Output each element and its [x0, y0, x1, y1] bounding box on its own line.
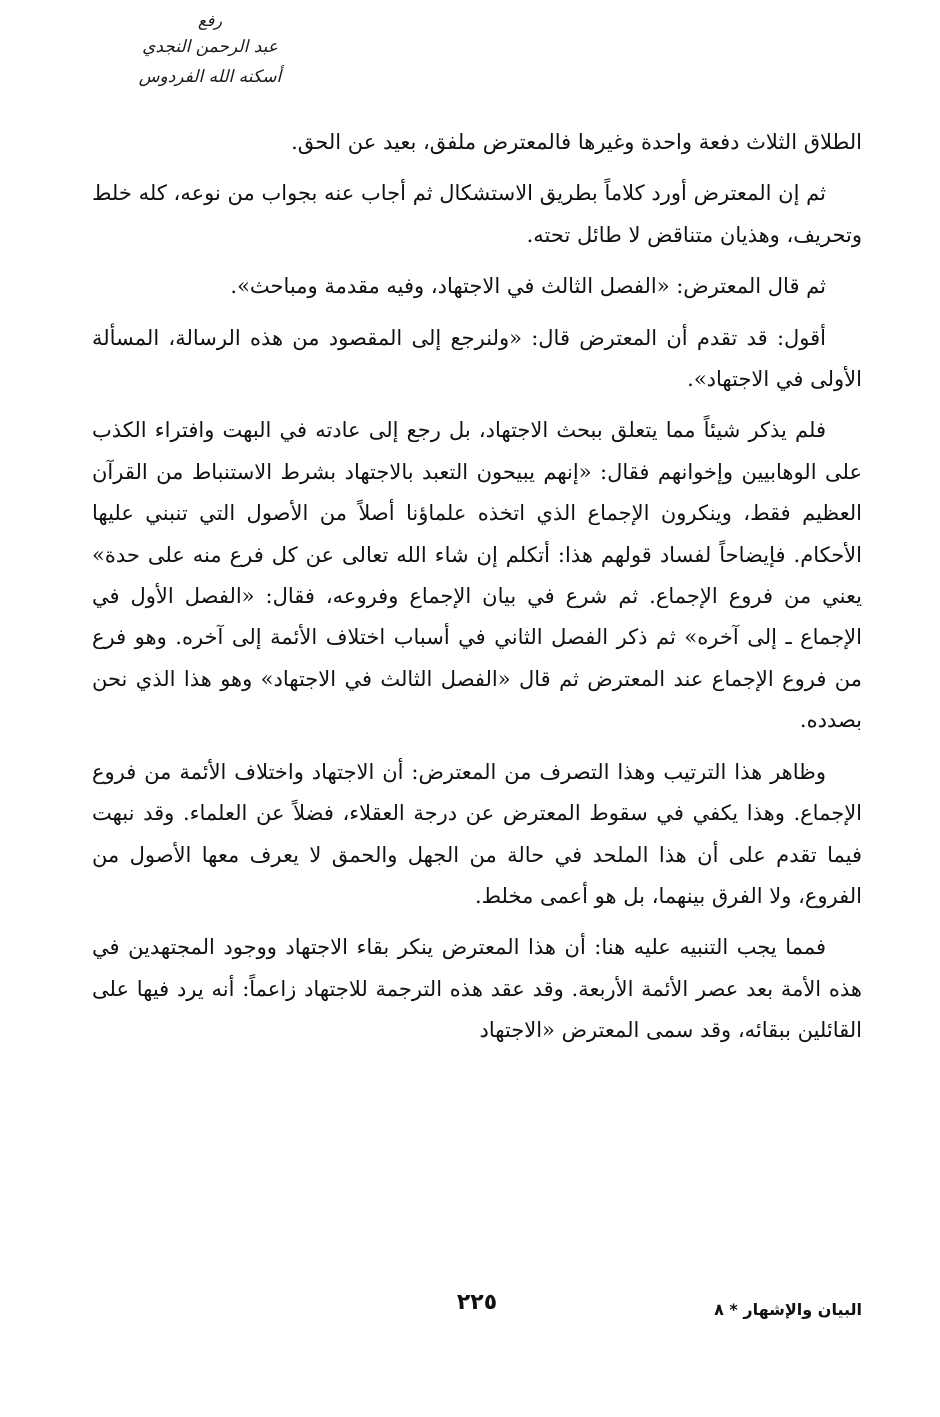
stamp-line-2: عبد الرحمن النجدي — [142, 37, 278, 57]
page-footer — [92, 1290, 862, 1330]
page-body — [92, 122, 862, 1062]
paragraph-7: فمما يجب التنبيه عليه هنا: أن هذا المعترض ينكر بقاء الاجتهاد ووجود المجتهدين في هذه الأمة بعد عصر الأئمة الأربعة. وقد عقد هذه الترجمة للاجتهاد زاعماً: أنه يرد فيها على القائلين ببقائه، وقد سمى المعترض «الاجتهاد — [92, 935, 862, 1043]
ownership-stamp — [120, 10, 300, 110]
paragraph-1: الطلاق الثلاث دفعة واحدة وغيرها فالمعترض ملفق، بعيد عن الحق. — [291, 130, 862, 154]
stamp-line-3: أسكنه الله الفردوس — [138, 67, 282, 87]
page-number: ٢٢٥ — [456, 1290, 498, 1315]
paragraph-4: أقول: قد تقدم أن المعترض قال: «ولنرجع إلى المقصود من هذه الرسالة، المسألة الأولى في الاجتهاد». — [92, 325, 862, 392]
stamp-line-1: رفع — [198, 11, 222, 30]
paragraph-2: ثم إن المعترض أورد كلاماً بطريق الاستشكال ثم أجاب عنه بجواب من نوعه، كله خلط وتحريف، وهذيان متناقض لا طائل تحته. — [92, 181, 862, 247]
running-head: البيان والإشهار * ٨ — [714, 1300, 862, 1319]
paragraph-5: فلم يذكر شيئاً مما يتعلق ببحث الاجتهاد، بل رجع إلى عادته في البهت وافتراء الكذب على الوهابيين وإخوانهم فقال: «إنهم يبيحون التعبد بالاجتهاد بشرط الاستنباط من القرآن العظيم فقط، وينكرون الإجماع الذي اتخذه علماؤنا أصلاً من الأصول التي تنبني عليها الأحكام. فإيضاحاً لفساد قولهم هذا: أتكلم إن شاء الله تعالى عن كل فرع منه على حدة» يعني من فروع الإجماع. ثم شرع في بيان الإجماع وفروعه، فقال: «الفصل الأول في الإجماع ـ إلى آخره» ثم ذكر الفصل الثاني في أسباب اختلاف الأئمة إلى آخره. وهو فرع من فروع الإجماع عند المعترض ثم قال «الفصل الثالث في الاجتهاد» وهو هذا الذي نحن بصدده. — [92, 418, 862, 733]
paragraph-3: ثم قال المعترض: «الفصل الثالث في الاجتهاد، وفيه مقدمة ومباحث». — [230, 274, 826, 299]
paragraph-6: وظاهر هذا الترتيب وهذا التصرف من المعترض: أن الاجتهاد واختلاف الأئمة من فروع الإجماع. وهذا يكفي في سقوط المعترض عن درجة العقلاء، فضلاً عن العلماء. وقد نبهت فيما تقدم على أن هذا الملحد في حالة من الجهل والحمق لا يعرف معها الأصول من الفروع، ولا الفرق بينهما، بل هو أعمى مخلط. — [92, 759, 862, 908]
